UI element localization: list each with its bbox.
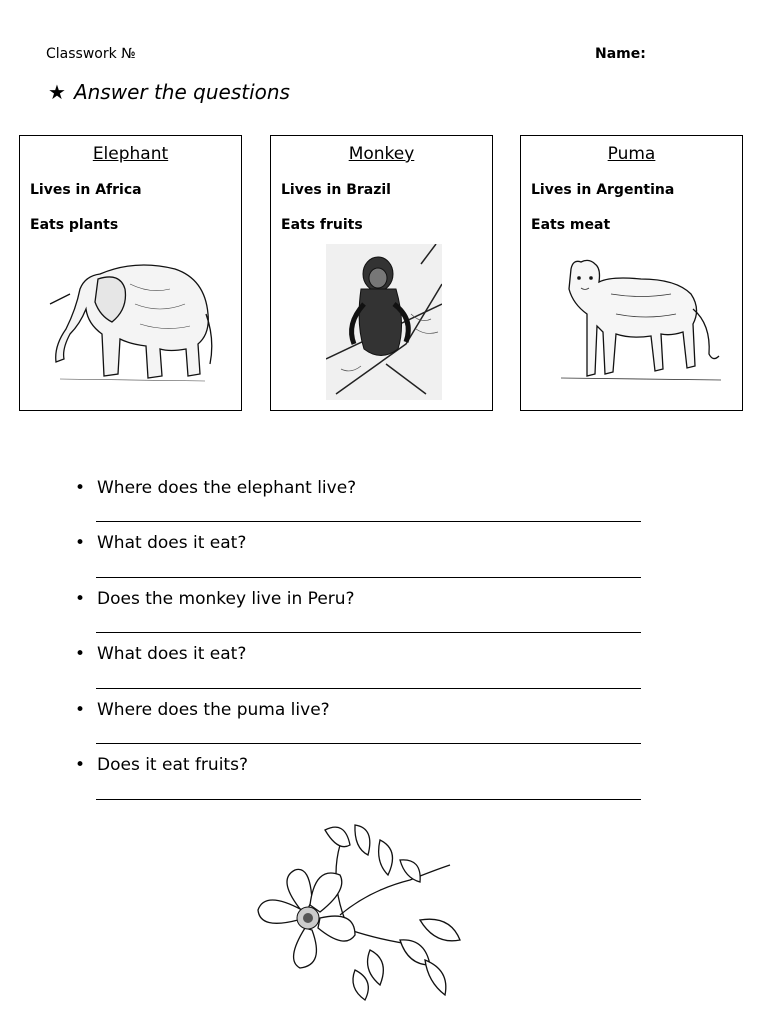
animal-diet: Eats meat: [531, 217, 611, 233]
question-item: • Does it eat fruits?: [75, 755, 248, 775]
question-text: Does it eat fruits?: [97, 755, 248, 775]
answer-line: [96, 688, 641, 689]
question-text: Does the monkey live in Peru?: [97, 589, 355, 609]
classwork-label: Classwork №: [46, 46, 136, 62]
flower-illustration-icon: [250, 820, 475, 1005]
question-item: • Where does the elephant live?: [75, 478, 357, 498]
animal-title: Monkey: [348, 144, 415, 164]
animal-habitat: Lives in Argentina: [531, 182, 675, 198]
question-item: • What does it eat?: [75, 644, 247, 664]
answer-line: [96, 577, 641, 578]
animal-card-puma: [520, 135, 743, 411]
question-text: Where does the elephant live?: [97, 478, 357, 498]
question-text: What does it eat?: [97, 533, 247, 553]
question-item: • What does it eat?: [75, 533, 247, 553]
animal-title: Puma: [607, 144, 656, 164]
animal-card-elephant: [19, 135, 242, 411]
question-item: • Where does the puma live?: [75, 700, 330, 720]
elephant-illustration-icon: [40, 254, 215, 384]
star-icon: ★: [48, 80, 66, 104]
question-item: • Does the monkey live in Peru?: [75, 589, 355, 609]
question-text: Where does the puma live?: [97, 700, 330, 720]
animal-diet: Eats fruits: [281, 217, 363, 233]
animal-diet: Eats plants: [30, 217, 119, 233]
answer-line: [96, 632, 641, 633]
question-text: What does it eat?: [97, 644, 247, 664]
instruction-heading: [48, 80, 290, 104]
answer-line: [96, 743, 641, 744]
instruction-text: Answer the questions: [73, 80, 290, 104]
puma-illustration-icon: [561, 254, 721, 384]
animal-habitat: Lives in Brazil: [281, 182, 391, 198]
answer-line: [96, 799, 641, 800]
animal-habitat: Lives in Africa: [30, 182, 142, 198]
monkey-illustration-icon: [326, 244, 442, 400]
animal-title: Elephant: [92, 144, 169, 164]
answer-line: [96, 521, 641, 522]
animal-card-monkey: [270, 135, 493, 411]
name-label: Name:: [595, 46, 646, 62]
